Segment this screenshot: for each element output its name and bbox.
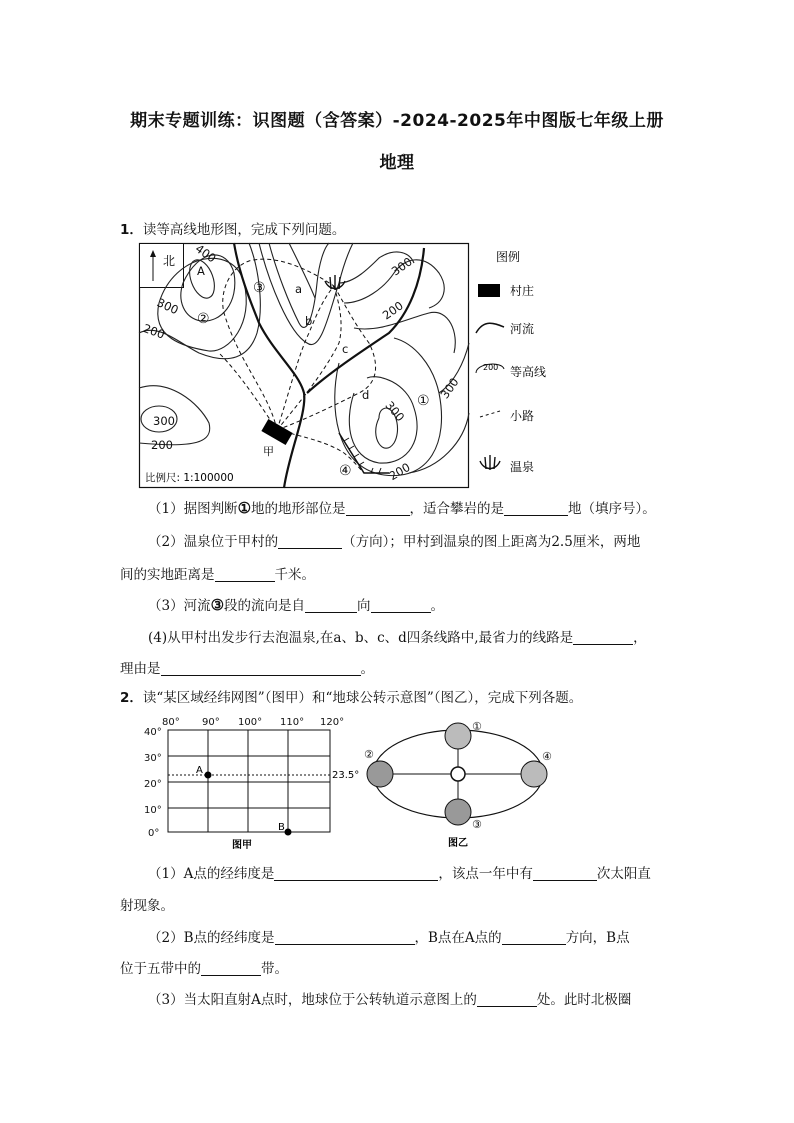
legend-river: 河流	[510, 322, 535, 336]
q1-part3: （3）河流③段的流向是自 向 。	[148, 596, 445, 614]
answer-blank[interactable]	[371, 598, 431, 613]
answer-blank[interactable]	[573, 630, 633, 645]
q2-part2: （2）B点的经纬度是 ，B点在A点的 方向，B点	[148, 930, 630, 946]
village-label: 甲	[263, 445, 274, 458]
lon-label: 120°	[320, 717, 345, 728]
route-label-d: d	[362, 388, 370, 402]
position-4: ④	[542, 750, 552, 763]
point-b-label: B	[278, 822, 285, 833]
question-2-stem	[120, 686, 582, 706]
lat-label: 10°	[144, 805, 162, 816]
lat-label: 30°	[144, 753, 162, 764]
answer-blank[interactable]	[502, 930, 566, 945]
answer-blank[interactable]	[201, 961, 261, 976]
answer-blank[interactable]	[346, 501, 410, 516]
graticule-figure	[140, 712, 360, 852]
legend-trail: 小路	[510, 409, 535, 423]
q1-part4: (4)从甲村出发步行去泡温泉,在a、b、c、d四条线路中,最省力的线路是 ，	[148, 630, 647, 646]
position-3: ③	[472, 818, 482, 831]
point-a-icon	[205, 772, 212, 779]
marker-2: ②	[197, 311, 210, 327]
contour-label: 300	[382, 398, 408, 425]
legend-hot-spring-icon	[480, 455, 500, 470]
legend-contour: 等高线	[510, 365, 547, 379]
q1-part1: （1）据图判断①地的地形部位是 ，适合攀岩的是 地（填序号）。	[148, 499, 656, 517]
lon-label: 110°	[280, 717, 305, 728]
map-legend	[472, 243, 582, 483]
q1-part2: （2）温泉位于甲村的 （方向）；甲村到温泉的图上距离为2.5厘米，两地	[148, 534, 641, 550]
q2-part3: （3）当太阳直射A点时，地球位于公转轨道示意图上的 处。此时北极圈	[148, 992, 632, 1008]
contour-label: 400	[192, 241, 219, 266]
legend-village-icon	[478, 284, 500, 297]
route-label-a: a	[295, 282, 303, 296]
legend-title: 图例	[496, 250, 521, 264]
lon-label: 90°	[202, 717, 220, 728]
answer-blank[interactable]	[274, 866, 438, 881]
legend-hot-spring: 温泉	[510, 460, 535, 474]
answer-blank[interactable]	[477, 992, 537, 1007]
lon-label: 80°	[162, 717, 180, 728]
marker-3: ③	[253, 280, 266, 296]
village-icon	[261, 419, 292, 445]
north-label: 北	[163, 254, 176, 268]
answer-blank[interactable]	[504, 501, 568, 516]
q2-part1-cont: 射现象。	[120, 898, 174, 914]
lat-label: 0°	[148, 828, 160, 839]
doc-title: 期末专题训练：识图题（含答案）-2024-2025年中图版七年级上册	[130, 111, 664, 131]
graticule-grid	[168, 730, 330, 832]
sun-icon	[451, 767, 465, 781]
q1-part2-cont: 间的实地距离是 千米。	[120, 567, 315, 583]
contour-label: 300	[437, 375, 462, 402]
legend-trail-icon	[480, 411, 500, 417]
tropic-label: 23.5°	[332, 770, 360, 781]
contour-label: 300	[153, 414, 175, 428]
contour-label: 200	[151, 438, 173, 452]
point-a-label: A	[196, 765, 203, 776]
route-label-b: b	[305, 314, 313, 328]
contour-label: 200	[386, 459, 413, 484]
marker-4: ④	[339, 463, 352, 479]
contour-label: 300	[388, 254, 415, 279]
lon-label: 100°	[238, 717, 263, 728]
answer-blank[interactable]	[161, 661, 361, 676]
peak-a-label: A	[197, 264, 205, 278]
contour-label: 200	[379, 298, 406, 323]
point-b-icon	[285, 829, 292, 836]
question-text: 读等高线地形图，完成下列问题。	[142, 222, 346, 238]
q2-part2-cont: 位于五带中的 带。	[120, 961, 288, 977]
answer-blank[interactable]	[533, 866, 597, 881]
contour-label: 200	[141, 321, 167, 342]
legend-village: 村庄	[510, 284, 535, 298]
q2-part1: （1）A点的经纬度是 ，该点一年中有 次太阳直	[148, 866, 651, 882]
contour-label: 300	[154, 295, 181, 318]
answer-blank[interactable]	[215, 567, 275, 582]
position-1: ①	[472, 720, 482, 733]
question-1-stem	[120, 218, 345, 238]
contour-map	[139, 243, 469, 488]
answer-blank[interactable]	[305, 598, 357, 613]
q1-part4-cont: 理由是 。	[120, 661, 374, 677]
answer-blank[interactable]	[278, 534, 342, 549]
marker-1: ①	[417, 393, 430, 409]
doc-title-line2: 地理	[379, 153, 415, 173]
position-2: ②	[364, 748, 374, 761]
route-label-c: c	[342, 342, 349, 356]
answer-blank[interactable]	[275, 930, 415, 945]
legend-contour-sample: 200	[483, 363, 499, 372]
figure-caption-yi: 图乙	[448, 838, 468, 849]
question-text: 读“某区域经纬网图”（图甲）和“地球公转示意图”（图乙），完成下列各题。	[142, 690, 583, 706]
legend-river-icon	[476, 323, 504, 333]
map-scale: 比例尺: 1:100000	[145, 472, 234, 484]
lat-label: 40°	[144, 727, 162, 738]
question-number: 2．	[120, 690, 143, 706]
revolution-figure	[360, 712, 560, 852]
question-number: 1．	[120, 222, 143, 238]
north-box	[140, 244, 184, 288]
figure-caption-jia: 图甲	[232, 840, 252, 851]
lat-label: 20°	[144, 779, 162, 790]
